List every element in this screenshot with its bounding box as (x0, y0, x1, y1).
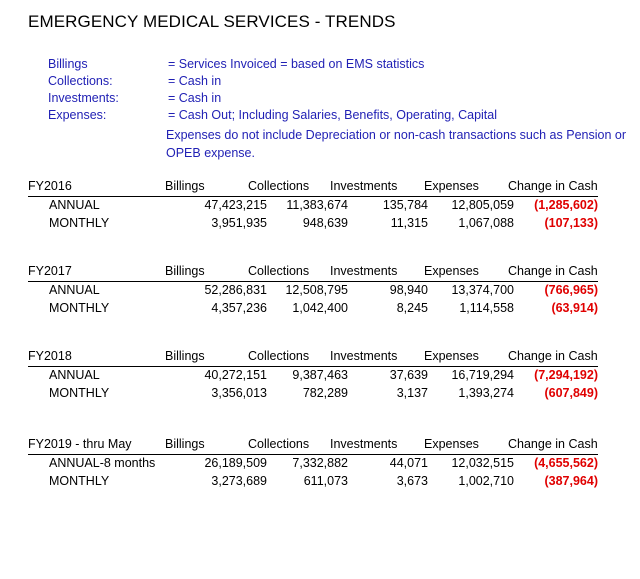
column-header-collections: Collections (248, 179, 310, 193)
expenses-value: 1,114,558 (459, 301, 514, 315)
row-label: ANNUAL (49, 368, 100, 382)
collections-value: 7,332,882 (292, 456, 348, 470)
column-header-expenses: Expenses (424, 179, 479, 193)
column-header-collections: Collections (248, 349, 310, 363)
section-header (28, 263, 598, 282)
billings-value: 3,273,689 (211, 474, 267, 488)
collections-value: 11,383,674 (286, 198, 348, 212)
expenses-value: 1,067,088 (458, 216, 514, 230)
expenses-value: 1,002,710 (458, 474, 514, 488)
investments-value: 11,315 (390, 216, 428, 230)
definition-meaning: = Cash in (168, 74, 222, 88)
row-label: ANNUAL-8 months (49, 456, 156, 470)
row-label: ANNUAL (49, 283, 100, 297)
collections-value: 1,042,400 (292, 301, 348, 315)
investments-value: 3,673 (396, 474, 428, 488)
billings-value: 4,357,236 (211, 301, 267, 315)
definition-term: Collections: (48, 74, 113, 88)
billings-value: 26,189,509 (204, 456, 267, 470)
table-row (28, 385, 598, 403)
column-header-collections: Collections (248, 437, 310, 451)
table-row (28, 455, 598, 473)
row-label: MONTHLY (49, 216, 110, 230)
section-header (28, 436, 598, 455)
definition-meaning: = Cash in (168, 91, 222, 105)
change-value: (4,655,562) (534, 456, 598, 470)
collections-value: 782,289 (302, 386, 348, 400)
table-row (28, 300, 598, 318)
definition-term: Investments: (48, 91, 119, 105)
definition-meaning: = Services Invoiced = based on EMS statistics (168, 57, 425, 71)
change-value: (63,914) (551, 301, 598, 315)
section-header (28, 178, 598, 197)
expenses-value: 16,719,294 (451, 368, 514, 382)
investments-value: 37,639 (389, 368, 428, 382)
definition-meaning: = Cash Out; Including Salaries, Benefits, Operating, Capital (168, 108, 497, 122)
section-header (28, 348, 598, 367)
collections-value: 948,639 (302, 216, 348, 230)
column-header-change: Change in Cash (508, 264, 598, 278)
collections-value: 611,073 (303, 474, 348, 488)
row-label: MONTHLY (49, 301, 110, 315)
column-header-change: Change in Cash (508, 437, 598, 451)
investments-value: 8,245 (396, 301, 428, 315)
section-fy2019 (28, 436, 598, 491)
section-label: FY2019 - thru May (28, 437, 132, 451)
column-header-billings: Billings (165, 179, 205, 193)
table-row (28, 473, 598, 491)
expenses-value: 12,805,059 (451, 198, 514, 212)
table-row (28, 197, 598, 215)
expenses-value: 12,032,515 (451, 456, 514, 470)
column-header-expenses: Expenses (424, 437, 479, 451)
section-fy2017 (28, 263, 598, 318)
row-label: MONTHLY (49, 386, 110, 400)
column-header-investments: Investments (330, 264, 398, 278)
change-value: (766,965) (544, 283, 598, 297)
column-header-change: Change in Cash (508, 349, 598, 363)
billings-value: 52,286,831 (204, 283, 267, 297)
section-label: FY2018 (28, 349, 72, 363)
collections-value: 9,387,463 (292, 368, 348, 382)
investments-value: 3,137 (396, 386, 428, 400)
billings-value: 40,272,151 (204, 368, 267, 382)
column-header-expenses: Expenses (424, 264, 479, 278)
column-header-investments: Investments (330, 349, 398, 363)
column-header-investments: Investments (330, 179, 398, 193)
column-header-collections: Collections (248, 264, 310, 278)
collections-value: 12,508,795 (285, 283, 348, 297)
billings-value: 3,356,013 (211, 386, 267, 400)
row-label: ANNUAL (49, 198, 100, 212)
column-header-investments: Investments (330, 437, 398, 451)
change-value: (387,964) (544, 474, 598, 488)
definition-term: Expenses: (48, 108, 107, 122)
column-header-change: Change in Cash (508, 179, 598, 193)
investments-value: 98,940 (389, 283, 428, 297)
change-value: (7,294,192) (534, 368, 598, 382)
column-header-billings: Billings (165, 437, 205, 451)
table-row (28, 282, 598, 300)
table-row (28, 215, 598, 233)
column-header-billings: Billings (165, 349, 205, 363)
billings-value: 3,951,935 (211, 216, 267, 230)
expenses-value: 1,393,274 (458, 386, 514, 400)
section-label: FY2017 (28, 264, 72, 278)
billings-value: 47,423,215 (204, 198, 267, 212)
column-header-expenses: Expenses (424, 349, 479, 363)
section-label: FY2016 (28, 179, 72, 193)
section-fy2016 (28, 178, 598, 233)
investments-value: 44,071 (389, 456, 428, 470)
change-value: (1,285,602) (534, 198, 598, 212)
change-value: (107,133) (544, 216, 598, 230)
expenses-value: 13,374,700 (451, 283, 514, 297)
section-fy2018 (28, 348, 598, 403)
change-value: (607,849) (544, 386, 598, 400)
row-label: MONTHLY (49, 474, 110, 488)
investments-value: 135,784 (382, 198, 428, 212)
column-header-billings: Billings (165, 264, 205, 278)
expense-note: Expenses do not include Depreciation or non-cash transactions such as Pension or OPEB expense. (166, 128, 626, 160)
table-row (28, 367, 598, 385)
definition-term: Billings (48, 57, 88, 71)
page-title: EMERGENCY MEDICAL SERVICES - TRENDS (28, 12, 396, 31)
